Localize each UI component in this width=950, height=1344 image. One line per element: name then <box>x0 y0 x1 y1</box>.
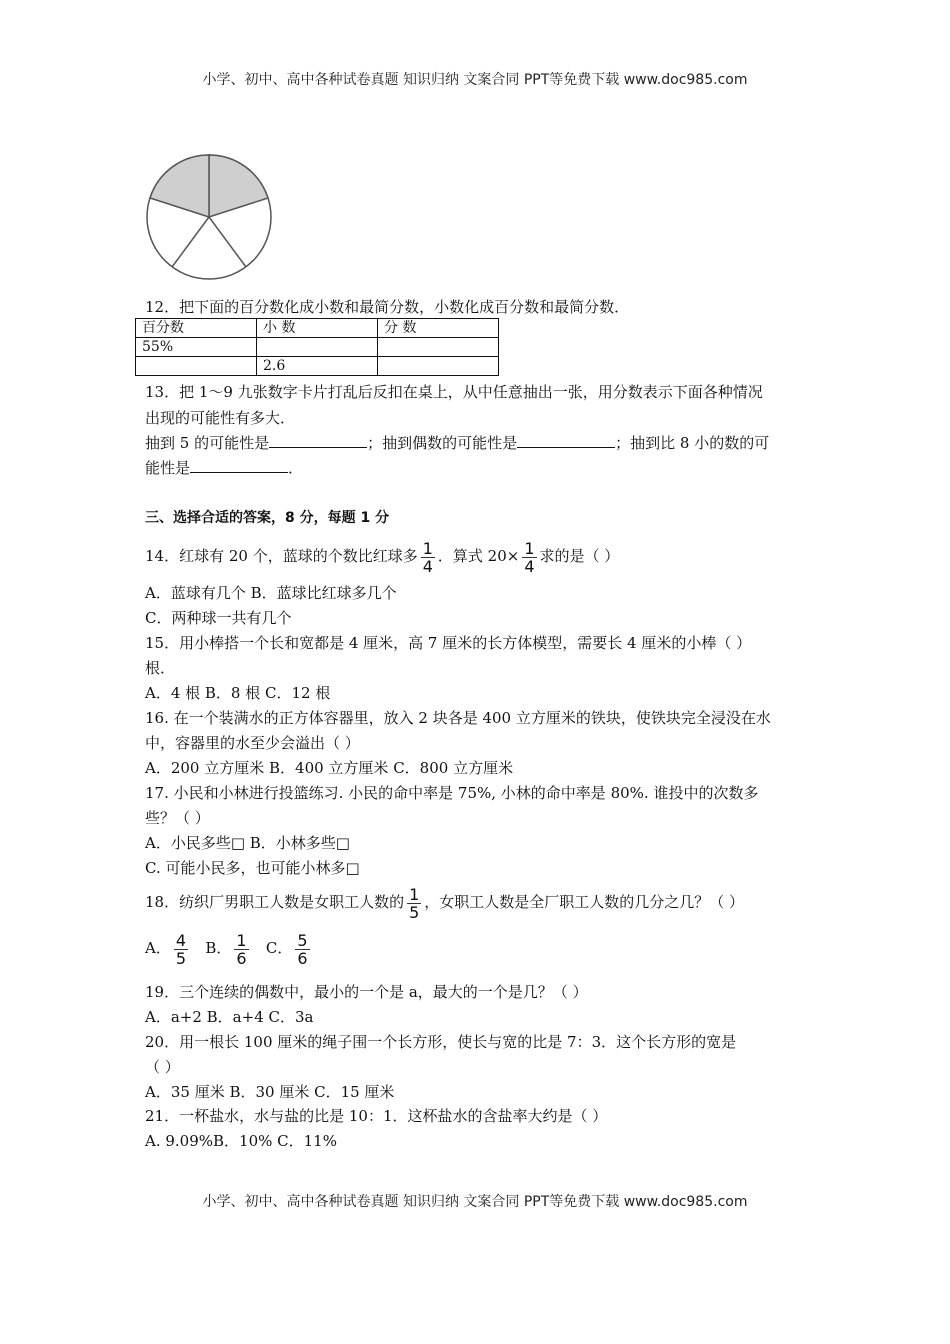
q18-line1 <box>145 884 744 921</box>
q21-options: A. 9.09%B．10% C．11% <box>145 1132 337 1150</box>
q19-line1: 19．三个连续的偶数中，最小的一个是 a，最大的一个是几？（ ） <box>145 983 588 1001</box>
fraction-denominator: 5 <box>175 948 187 968</box>
fraction-numerator: 1 <box>422 538 433 558</box>
table-cell <box>378 338 499 357</box>
option-label: A． <box>145 939 171 957</box>
q13-line4 <box>145 458 303 478</box>
fraction-denominator: 6 <box>297 948 308 968</box>
table-cell: 55% <box>136 338 257 357</box>
q15-options: A．4 根 B．8 根 C．12 根 <box>145 684 331 702</box>
answer-blank <box>517 433 615 448</box>
q19-options: A．a+2 B．a+4 C．3a <box>145 1008 314 1026</box>
q13-text: ；抽到偶数的可能性是 <box>367 434 518 452</box>
fraction-denominator: 4 <box>422 556 433 576</box>
q13-line2: 出现的可能性有多大． <box>145 409 296 427</box>
page-footer: 小学、初中、高中各种试卷真题 知识归纳 文案合同 PPT等免费下载 www.doc985.com <box>202 1194 748 1210</box>
table-row <box>136 357 499 376</box>
fraction-numerator: 4 <box>175 930 187 950</box>
q21-line1: 21．一杯盐水，水与盐的比是 10：1．这杯盐水的含盐率大约是（ ） <box>145 1107 608 1125</box>
table-row <box>136 338 499 357</box>
option-label: B． <box>205 939 232 957</box>
q17-line2: 些？（ ） <box>145 809 210 827</box>
q15-line1: 15．用小棒搭一个长和宽都是 4 厘米，高 7 厘米的长方体模型，需要长 4 厘米的小棒（ ） <box>145 634 752 652</box>
q15-line2: 根． <box>145 659 176 677</box>
fraction <box>421 540 435 575</box>
q17-options-1: A．小民多些□ B．小林多些□ <box>145 834 350 852</box>
table-header-row <box>136 319 499 338</box>
answer-blank <box>190 458 288 473</box>
conversion-table <box>135 318 499 376</box>
q13-line3 <box>145 433 769 453</box>
q14-text: 14．红球有 20 个，蓝球的个数比红球多 <box>145 547 418 565</box>
fraction-numerator: 5 <box>297 930 308 950</box>
pie-chart-figure <box>142 153 276 283</box>
fraction-denominator: 6 <box>236 948 247 968</box>
q18-text: 18．纺织厂男职工人数是女职工人数的 <box>145 893 405 911</box>
table-cell <box>378 357 499 376</box>
q14-text: 求的是（ ） <box>539 547 620 565</box>
fraction-denominator: 4 <box>524 556 535 576</box>
fraction <box>522 540 536 575</box>
q16-line2: 中，容器里的水至少会溢出（ ） <box>145 734 360 752</box>
table-header: 分 数 <box>378 319 499 338</box>
fraction-denominator: 5 <box>409 902 420 922</box>
fraction-numerator: 1 <box>524 538 535 558</box>
q16-line1: 16. 在一个装满水的正方体容器里，放入 2 块各是 400 立方厘米的铁块，使铁块完全浸没在水 <box>145 709 771 727</box>
fraction <box>407 886 421 921</box>
option-label: C． <box>265 939 293 957</box>
q16-options: A．200 立方厘米 B．400 立方厘米 C．800 立方厘米 <box>145 759 514 777</box>
q14-options-1: A．蓝球有几个 B．蓝球比红球多几个 <box>145 584 397 602</box>
table-cell: 2.6 <box>257 357 378 376</box>
table-cell <box>136 357 257 376</box>
q13-line1: 13．把 1～9 九张数字卡片打乱后反扣在桌上，从中任意抽出一张，用分数表示下面各种情况 <box>145 383 763 401</box>
q17-line1: 17. 小民和小林进行投篮练习. 小民的命中率是 75%, 小林的命中率是 80%. 谁投中的次数多 <box>145 784 759 802</box>
q13-text: ；抽到比 8 小的数的可 <box>615 434 770 452</box>
q12-text: 12．把下面的百分数化成小数和最简分数，小数化成百分数和最简分数． <box>145 298 630 316</box>
section-heading: 三、选择合适的答案，8 分，每题 1 分 <box>145 510 390 526</box>
table-header: 小 数 <box>257 319 378 338</box>
q18-options <box>145 930 313 967</box>
q14-line1 <box>145 538 619 575</box>
q13-text: ． <box>288 459 304 477</box>
q18-text: ，女职工人数是全厂职工人数的几分之几？（ ） <box>424 893 745 911</box>
answer-blank <box>269 433 367 448</box>
q14-text: ．算式 20× <box>437 547 520 565</box>
fraction-numerator: 1 <box>409 884 420 904</box>
fraction <box>174 932 188 967</box>
q20-line2: （ ） <box>145 1058 180 1076</box>
fraction <box>295 932 309 967</box>
q20-line1: 20．用一根长 100 厘米的绳子围一个长方形，使长与宽的比是 7：3．这个长方形的宽是 <box>145 1033 737 1051</box>
q13-text: 抽到 5 的可能性是 <box>145 434 270 452</box>
q17-options-2: C. 可能小民多，也可能小林多□ <box>145 859 360 877</box>
table-cell <box>257 338 378 357</box>
table-header: 百分数 <box>136 319 257 338</box>
fraction <box>234 932 248 967</box>
q13-text: 能性是 <box>145 459 191 477</box>
q20-options: A．35 厘米 B．30 厘米 C．15 厘米 <box>145 1083 395 1101</box>
page-header: 小学、初中、高中各种试卷真题 知识归纳 文案合同 PPT等免费下载 www.doc985.com <box>202 72 748 88</box>
fraction-numerator: 1 <box>236 930 247 950</box>
q14-options-2: C．两种球一共有几个 <box>145 609 292 627</box>
